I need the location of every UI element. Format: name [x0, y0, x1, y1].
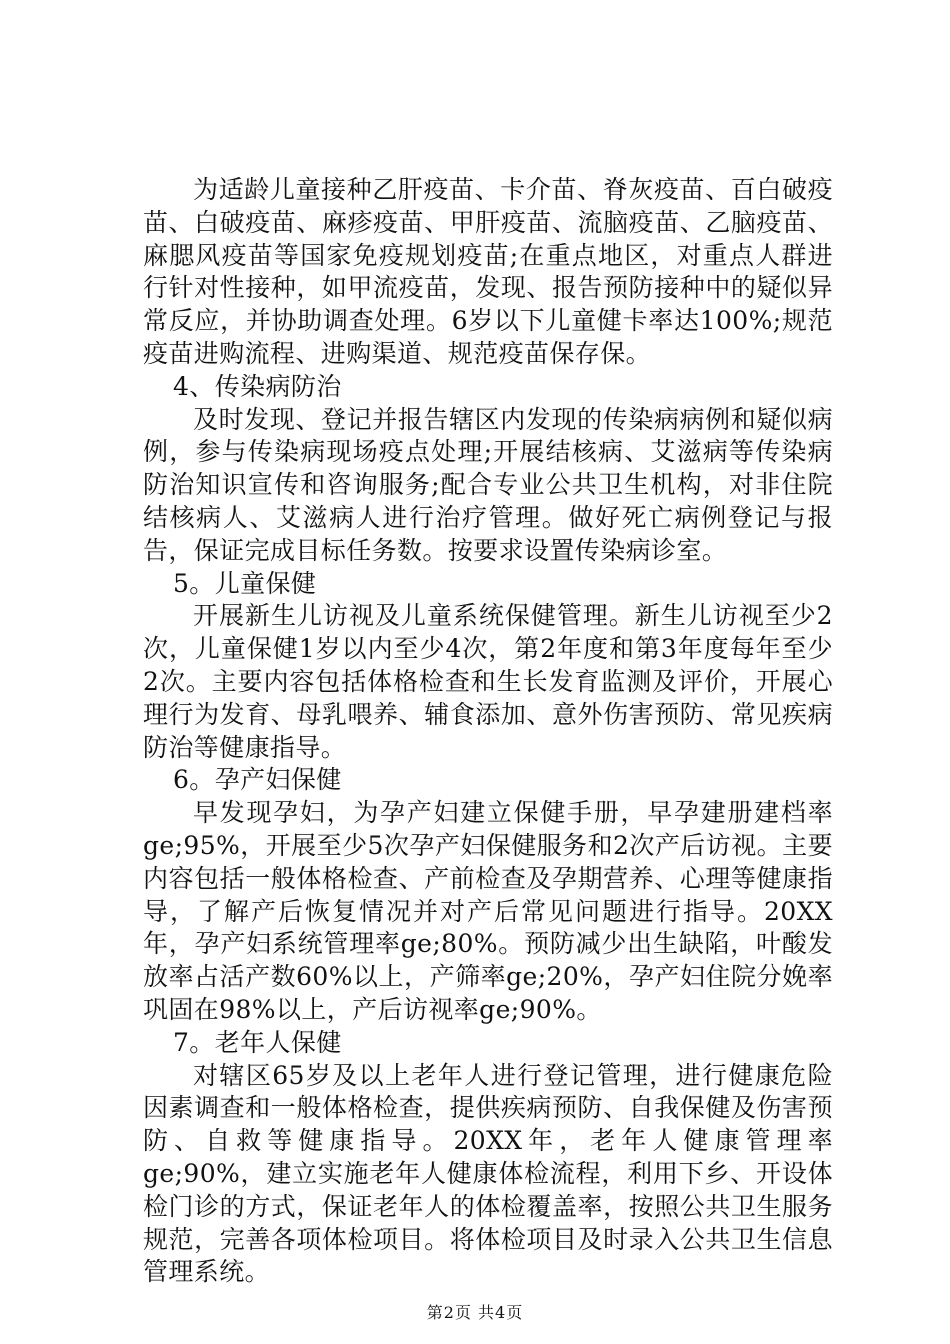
section-heading-infectious-disease: 4、传染病防治: [173, 371, 342, 401]
section-heading-elderly-health: 7。老年人保健: [173, 1027, 342, 1057]
page-footer: 第2页 共4页: [426, 1303, 524, 1322]
paragraph-infectious-disease: 及时发现、登记并报告辖区内发现的传染病病例和疑似病例，参与传染病现场疫点处理;开展结核病、艾滋病等传染病防治知识宣传和咨询服务;配合专业公共卫生机构，对非住院结核病人、艾滋病人进行治疗管理。做好死亡病例登记与报告，保证完成目标任务数。按要求设置传染病诊室。: [143, 404, 833, 565]
section-heading-child-health: 5。儿童保健: [173, 568, 317, 598]
document-body: [143, 174, 833, 1289]
paragraph-maternal-health: 早发现孕妇，为孕产妇建立保健手册，早孕建册建档率ge;95%，开展至少5次孕产妇保健服务和2次产后访视。主要内容包括一般体格检查、产前检查及孕期营养、心理等健康指导，了解产后恢复情况并对产后常见问题进行指导。20XX年，孕产妇系统管理率ge;80%。预防减少出生缺陷，叶酸发放率占活产数60%以上，产筛率ge;20%，孕产妇住院分娩率巩固在98%以上，产后访视率ge;90%。: [143, 798, 833, 1024]
paragraph-child-health: 开展新生儿访视及儿童系统保健管理。新生儿访视至少2次，儿童保健1岁以内至少4次，第2年度和第3年度每年至少2次。主要内容包括体格检查和生长发育监测及评价，开展心理行为发育、母乳喂养、辅食添加、意外伤害预防、常见疾病防治等健康指导。: [143, 601, 833, 762]
section-heading-maternal-health: 6。孕产妇保健: [173, 765, 342, 795]
paragraph-elderly-health: 对辖区65岁及以上老年人进行登记管理，进行健康危险因素调查和一般体格检查，提供疾病预防、自我保健及伤害预防、自救等健康指导。20XX年，老年人健康管理率ge;90%，建立实施老年人健康体检流程，利用下乡、开设体检门诊的方式，保证老年人的体检覆盖率，按照公共卫生服务规范，完善各项体检项目。将体检项目及时录入公共卫生信息管理系统。: [143, 1060, 833, 1287]
paragraph-vaccination: 为适龄儿童接种乙肝疫苗、卡介苗、脊灰疫苗、百白破疫苗、白破疫苗、麻疹疫苗、甲肝疫苗、流脑疫苗、乙脑疫苗、麻腮风疫苗等国家免疫规划疫苗;在重点地区，对重点人群进行针对性接种，如甲流疫苗，发现、报告预防接种中的疑似异常反应，并协助调查处理。6岁以下儿童健卡率达100%;规范疫苗进购流程、进购渠道、规范疫苗保存保。: [143, 175, 833, 368]
